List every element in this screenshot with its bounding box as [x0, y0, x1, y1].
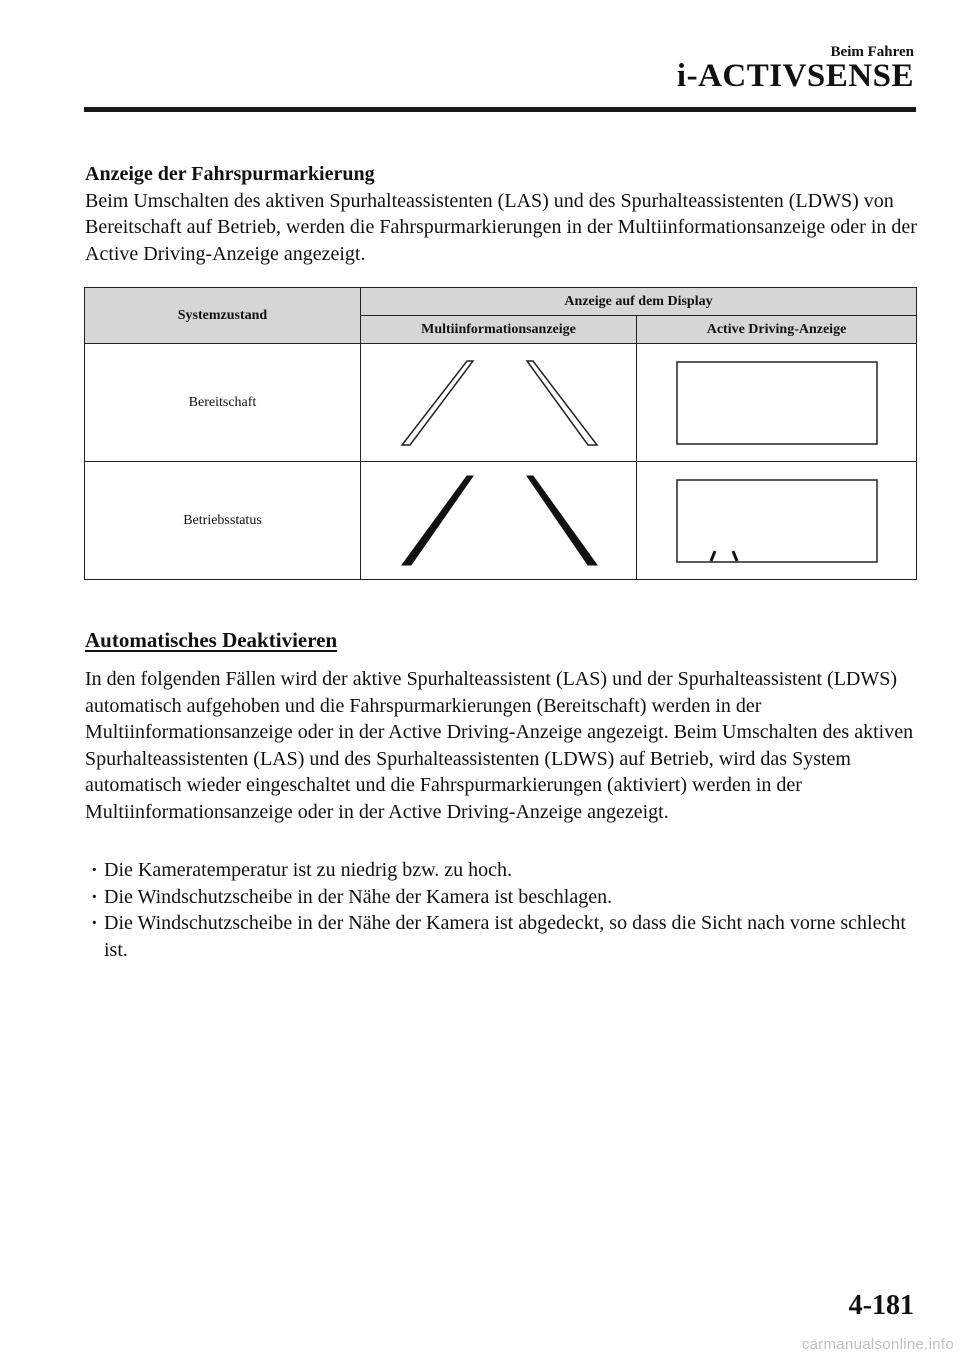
table-cell-active-active — [637, 462, 917, 580]
page-number: 4-181 — [848, 1290, 914, 1321]
table-header-display-group: Anzeige auf dem Display — [361, 288, 917, 316]
lane-lines-active-icon — [361, 463, 637, 579]
table-row — [85, 344, 917, 462]
lane-lines-standby-icon — [361, 345, 637, 461]
header-divider — [84, 107, 916, 112]
table-header-state: Systemzustand — [85, 288, 361, 344]
table-cell-multi-active — [361, 462, 637, 580]
table-cell-multi-standby — [361, 344, 637, 462]
lane-display-section — [85, 161, 925, 267]
active-driving-display-active-icon — [637, 463, 917, 579]
table-header-active: Active Driving-Anzeige — [637, 316, 917, 344]
watermark: carmanualsonline.info — [801, 1336, 954, 1353]
table-cell-active-standby — [637, 344, 917, 462]
lane-marking-table — [84, 287, 916, 579]
auto-off-bullet-list — [85, 857, 915, 963]
table-cell-state: Bereitschaft — [85, 344, 361, 462]
list-item: · Die Windschutzscheibe in der Nähe der Kamera ist beschlagen. — [85, 884, 915, 911]
auto-off-paragraph: In den folgenden Fällen wird der aktive Spurhalteassistent (LAS) und der Spurhalteassistent (LDWS) automatisch aufgehoben und die Fahrspurmarkierungen (Bereitschaft) werden in der Multiinformationsanzeige oder in der Active Driving-Anzeige angezeigt. Beim Umschalten des aktiven Spurhalteassistenten (LAS) und des Spurhalteassistenten (LDWS) auf Betrieb, wird das System automatisch wieder eingeschaltet und die Fahrspurmarkierungen (aktiviert) werden in der Multiinformationsanzeige oder in der Active Driving-Anzeige angezeigt. — [85, 668, 914, 823]
list-item: · Die Windschutzscheibe in der Nähe der Kamera ist abgedeckt, so dass die Sicht nach vorne schlecht ist. — [85, 910, 915, 963]
table-header-multi: Multiinformationsanzeige — [361, 316, 637, 344]
list-item: · Die Kameratemperatur ist zu niedrig bzw. zu hoch. — [85, 857, 915, 884]
header-title: i-ACTIVSENSE — [676, 58, 914, 94]
lane-display-paragraph: Beim Umschalten des aktiven Spurhalteassistenten (LAS) und des Spurhalteassistenten (LDWS) von Bereitschaft auf Betrieb, werden die Fahrspurmarkierungen in der Multiinformationsanzeige oder in der Active Driving-Anzeige angezeigt. — [85, 189, 917, 265]
lane-display-heading: Anzeige der Fahrspurmarkierung — [85, 163, 375, 185]
active-driving-display-standby-icon — [637, 345, 917, 461]
header-section-label: Beim Fahren — [830, 44, 914, 60]
table-row — [85, 462, 917, 580]
auto-off-title: Automatisches Deaktivieren — [85, 628, 338, 652]
table-cell-state: Betriebsstatus — [85, 462, 361, 580]
